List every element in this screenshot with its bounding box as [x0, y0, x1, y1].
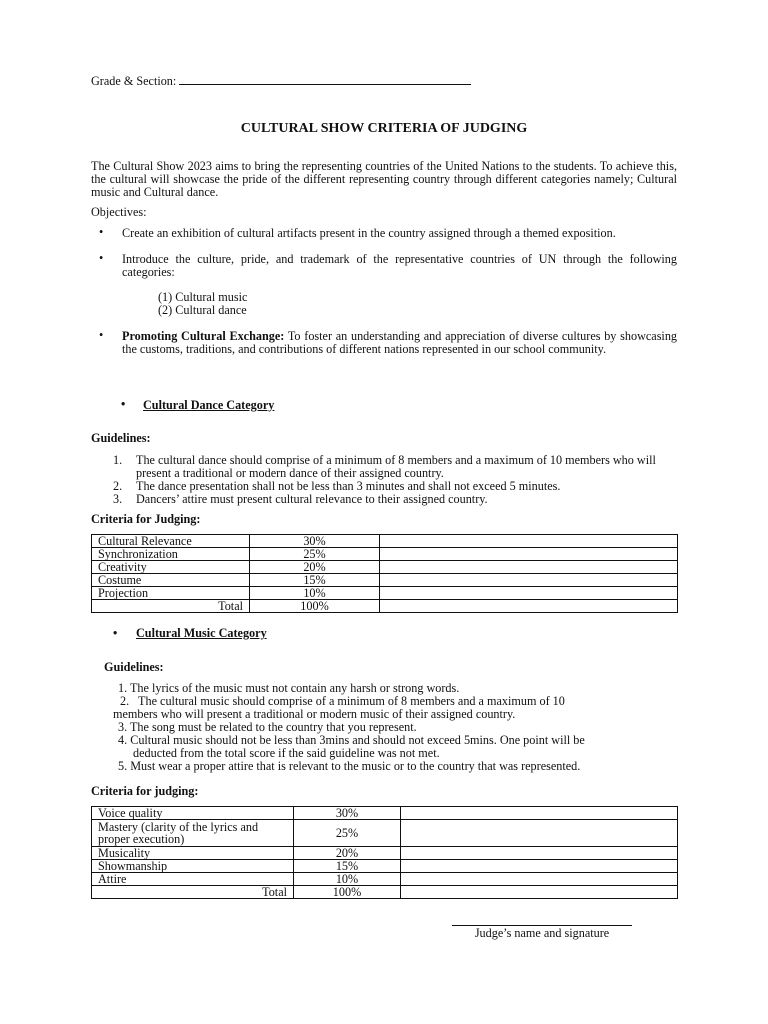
criterion-percent: 30%: [250, 535, 380, 548]
score-cell: [401, 820, 678, 847]
criterion-name: Mastery (clarity of the lyrics and proper execution): [92, 820, 294, 847]
dance-category-title: Cultural Dance Category: [143, 398, 275, 412]
grade-section-blank: [179, 73, 471, 85]
music-guideline: deducted from the total score if the said guideline was not met.: [133, 746, 440, 760]
objective-item: Introduce the culture, pride, and trademark of the representative countries of UN through the following categories:: [122, 252, 677, 279]
table-total-row: [92, 886, 678, 899]
bullet-icon: •: [99, 251, 104, 265]
criterion-percent: 10%: [250, 587, 380, 600]
score-cell: [380, 561, 678, 574]
objective-item: Create an exhibition of cultural artifacts present in the country assigned through a themed exposition.: [122, 226, 616, 240]
criterion-name: Creativity: [92, 561, 250, 574]
table-row: [92, 820, 678, 847]
dance-guideline: The dance presentation shall not be less than 3 minutes and shall not exceed 5 minutes.: [136, 479, 561, 493]
bullet-icon: •: [121, 397, 126, 411]
objectives-label: Objectives:: [91, 205, 147, 219]
music-guideline: 4. Cultural music should not be less than 3mins and should not exceed 5mins. One point will be: [118, 733, 585, 747]
criterion-percent: 15%: [294, 860, 401, 873]
score-cell: [380, 587, 678, 600]
table-row: [92, 873, 678, 886]
intro-paragraph: The Cultural Show 2023 aims to bring the representing countries of the United Nations to the students. To achieve this, the cultural will showcase the pride of the different representing country through different categories namely; Cultural music and Cultural dance.: [91, 159, 677, 199]
score-cell: [380, 535, 678, 548]
music-guideline: 3. The song must be related to the country that you represent.: [118, 720, 417, 734]
table-row: [92, 561, 678, 574]
music-guideline: 2. The cultural music should comprise of a minimum of 8 members and a maximum of 10: [120, 694, 565, 708]
music-category-title: Cultural Music Category: [136, 626, 267, 640]
score-cell: [380, 600, 678, 613]
music-criteria-table: [91, 806, 678, 899]
dance-criteria-label: Criteria for Judging:: [91, 512, 201, 526]
grade-section-label: Grade & Section:: [91, 74, 177, 88]
exchange-text: To foster an understanding and appreciation of diverse cultures by showcasing the customs, traditions, and contributions of different nations represented in our school community.: [122, 329, 678, 356]
bullet-icon: •: [99, 225, 104, 239]
total-label: Total: [92, 886, 294, 899]
criterion-percent: 10%: [294, 873, 401, 886]
table-row: [92, 807, 678, 820]
score-cell: [401, 886, 678, 899]
criterion-name: Synchronization: [92, 548, 250, 561]
table-row: [92, 548, 678, 561]
score-cell: [401, 873, 678, 886]
grade-section-field: [91, 73, 471, 88]
dance-guidelines-label: Guidelines:: [91, 431, 151, 445]
table-row: [92, 535, 678, 548]
guideline-number: 2.: [113, 479, 123, 493]
guideline-number: 3.: [113, 492, 123, 506]
table-total-row: [92, 600, 678, 613]
music-guideline: 5. Must wear a proper attire that is relevant to the music or to the country that was represented.: [118, 759, 581, 773]
dance-guideline: Dancers’ attire must present cultural relevance to their assigned country.: [136, 492, 488, 506]
criterion-percent: 20%: [250, 561, 380, 574]
criterion-name: Cultural Relevance: [92, 535, 250, 548]
dance-guideline: The cultural dance should comprise of a minimum of 8 members and a maximum of 10 members who will present a traditional or modern dance of their assigned country.: [136, 453, 656, 480]
table-row: [92, 587, 678, 600]
table-row: [92, 860, 678, 873]
music-criteria-label: Criteria for judging:: [91, 784, 199, 798]
criterion-percent: 15%: [250, 574, 380, 587]
page-title: CULTURAL SHOW CRITERIA OF JUDGING: [240, 121, 528, 136]
bullet-icon: •: [113, 626, 118, 640]
music-guideline: members who will present a traditional or modern music of their assigned country.: [113, 707, 516, 721]
criterion-name: Musicality: [92, 847, 294, 860]
signature-label: Judge’s name and signature: [474, 926, 610, 940]
dance-criteria-table: [91, 534, 678, 613]
table-row: [92, 847, 678, 860]
table-row: [92, 574, 678, 587]
score-cell: [401, 847, 678, 860]
total-percent: 100%: [250, 600, 380, 613]
criterion-percent: 25%: [250, 548, 380, 561]
exchange-heading: Promoting Cultural Exchange:: [122, 329, 285, 343]
objective-exchange: [122, 330, 677, 356]
total-label: Total: [92, 600, 250, 613]
score-cell: [401, 860, 678, 873]
guideline-number: 1.: [113, 453, 123, 467]
music-guidelines-label: Guidelines:: [104, 660, 164, 674]
criterion-name: Costume: [92, 574, 250, 587]
criterion-percent: 30%: [294, 807, 401, 820]
bullet-icon: •: [99, 328, 104, 342]
criterion-percent: 25%: [294, 820, 401, 847]
score-cell: [380, 574, 678, 587]
criterion-percent: 20%: [294, 847, 401, 860]
criterion-name: Showmanship: [92, 860, 294, 873]
category-item: (1) Cultural music: [158, 290, 248, 304]
total-percent: 100%: [294, 886, 401, 899]
criterion-name: Projection: [92, 587, 250, 600]
criterion-name: Voice quality: [92, 807, 294, 820]
music-guideline: 1. The lyrics of the music must not contain any harsh or strong words.: [118, 681, 460, 695]
category-item: (2) Cultural dance: [158, 303, 247, 317]
score-cell: [380, 548, 678, 561]
score-cell: [401, 807, 678, 820]
criterion-name: Attire: [92, 873, 294, 886]
